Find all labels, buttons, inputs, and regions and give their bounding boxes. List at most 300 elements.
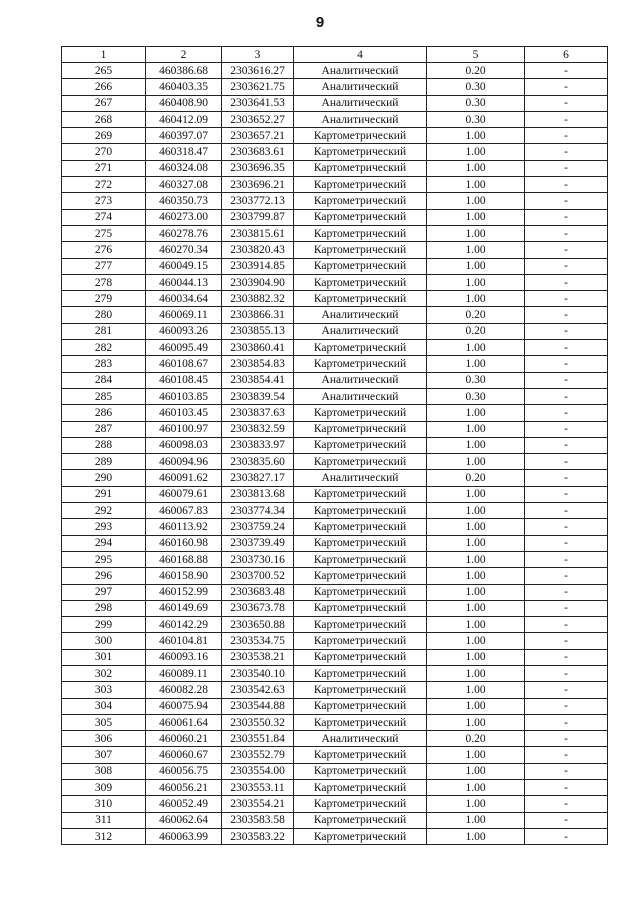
note-cell: - bbox=[525, 747, 608, 763]
note-cell: - bbox=[525, 617, 608, 633]
table-row bbox=[62, 193, 608, 209]
accuracy-cell: 1.00 bbox=[427, 242, 525, 258]
header-cell: 3 bbox=[222, 47, 294, 63]
y-coordinate-cell: 2303772.13 bbox=[222, 193, 294, 209]
y-coordinate-cell: 2303860.41 bbox=[222, 340, 294, 356]
accuracy-cell: 1.00 bbox=[427, 209, 525, 225]
method-cell: Аналитический bbox=[294, 95, 427, 111]
note-cell: - bbox=[525, 600, 608, 616]
accuracy-cell: 1.00 bbox=[427, 128, 525, 144]
point-number-cell: 305 bbox=[62, 714, 146, 730]
note-cell: - bbox=[525, 79, 608, 95]
point-number-cell: 290 bbox=[62, 470, 146, 486]
x-coordinate-cell: 460408.90 bbox=[146, 95, 222, 111]
note-cell: - bbox=[525, 291, 608, 307]
accuracy-cell: 1.00 bbox=[427, 225, 525, 241]
x-coordinate-cell: 460103.45 bbox=[146, 405, 222, 421]
point-number-cell: 299 bbox=[62, 617, 146, 633]
y-coordinate-cell: 2303866.31 bbox=[222, 307, 294, 323]
x-coordinate-cell: 460091.62 bbox=[146, 470, 222, 486]
y-coordinate-cell: 2303833.97 bbox=[222, 437, 294, 453]
method-cell: Картометрический bbox=[294, 568, 427, 584]
method-cell: Картометрический bbox=[294, 291, 427, 307]
method-cell: Картометрический bbox=[294, 177, 427, 193]
x-coordinate-cell: 460095.49 bbox=[146, 340, 222, 356]
y-coordinate-cell: 2303683.48 bbox=[222, 584, 294, 600]
y-coordinate-cell: 2303696.21 bbox=[222, 177, 294, 193]
accuracy-cell: 1.00 bbox=[427, 193, 525, 209]
y-coordinate-cell: 2303854.41 bbox=[222, 372, 294, 388]
x-coordinate-cell: 460093.16 bbox=[146, 649, 222, 665]
point-number-cell: 307 bbox=[62, 747, 146, 763]
y-coordinate-cell: 2303835.60 bbox=[222, 454, 294, 470]
method-cell: Картометрический bbox=[294, 340, 427, 356]
accuracy-cell: 1.00 bbox=[427, 763, 525, 779]
accuracy-cell: 1.00 bbox=[427, 356, 525, 372]
x-coordinate-cell: 460149.69 bbox=[146, 600, 222, 616]
accuracy-cell: 1.00 bbox=[427, 780, 525, 796]
accuracy-cell: 1.00 bbox=[427, 649, 525, 665]
y-coordinate-cell: 2303882.32 bbox=[222, 291, 294, 307]
table-row bbox=[62, 111, 608, 127]
method-cell: Картометрический bbox=[294, 551, 427, 567]
table-row bbox=[62, 682, 608, 698]
point-number-cell: 266 bbox=[62, 79, 146, 95]
note-cell: - bbox=[525, 209, 608, 225]
note-cell: - bbox=[525, 470, 608, 486]
header-cell: 1 bbox=[62, 47, 146, 63]
accuracy-cell: 1.00 bbox=[427, 274, 525, 290]
x-coordinate-cell: 460100.97 bbox=[146, 421, 222, 437]
point-number-cell: 303 bbox=[62, 682, 146, 698]
method-cell: Картометрический bbox=[294, 437, 427, 453]
note-cell: - bbox=[525, 812, 608, 828]
point-number-cell: 270 bbox=[62, 144, 146, 160]
note-cell: - bbox=[525, 63, 608, 79]
method-cell: Аналитический bbox=[294, 79, 427, 95]
table-row bbox=[62, 600, 608, 616]
table-row bbox=[62, 470, 608, 486]
method-cell: Картометрический bbox=[294, 454, 427, 470]
accuracy-cell: 1.00 bbox=[427, 812, 525, 828]
point-number-cell: 288 bbox=[62, 437, 146, 453]
note-cell: - bbox=[525, 584, 608, 600]
note-cell: - bbox=[525, 503, 608, 519]
y-coordinate-cell: 2303813.68 bbox=[222, 486, 294, 502]
note-cell: - bbox=[525, 323, 608, 339]
y-coordinate-cell: 2303616.27 bbox=[222, 63, 294, 79]
x-coordinate-cell: 460160.98 bbox=[146, 535, 222, 551]
point-number-cell: 269 bbox=[62, 128, 146, 144]
point-number-cell: 292 bbox=[62, 503, 146, 519]
point-number-cell: 296 bbox=[62, 568, 146, 584]
y-coordinate-cell: 2303538.21 bbox=[222, 649, 294, 665]
table-row bbox=[62, 177, 608, 193]
table-row bbox=[62, 584, 608, 600]
note-cell: - bbox=[525, 405, 608, 421]
table-row bbox=[62, 486, 608, 502]
method-cell: Аналитический bbox=[294, 63, 427, 79]
method-cell: Картометрический bbox=[294, 698, 427, 714]
table-row bbox=[62, 551, 608, 567]
accuracy-cell: 1.00 bbox=[427, 698, 525, 714]
x-coordinate-cell: 460152.99 bbox=[146, 584, 222, 600]
point-number-cell: 306 bbox=[62, 731, 146, 747]
point-number-cell: 283 bbox=[62, 356, 146, 372]
note-cell: - bbox=[525, 535, 608, 551]
point-number-cell: 302 bbox=[62, 665, 146, 681]
y-coordinate-cell: 2303657.21 bbox=[222, 128, 294, 144]
accuracy-cell: 1.00 bbox=[427, 519, 525, 535]
header-cell: 6 bbox=[525, 47, 608, 63]
y-coordinate-cell: 2303832.59 bbox=[222, 421, 294, 437]
x-coordinate-cell: 460103.85 bbox=[146, 388, 222, 404]
y-coordinate-cell: 2303854.83 bbox=[222, 356, 294, 372]
accuracy-cell: 1.00 bbox=[427, 665, 525, 681]
table-row bbox=[62, 535, 608, 551]
accuracy-cell: 1.00 bbox=[427, 437, 525, 453]
table-row bbox=[62, 763, 608, 779]
accuracy-cell: 0.20 bbox=[427, 307, 525, 323]
y-coordinate-cell: 2303839.54 bbox=[222, 388, 294, 404]
table-row bbox=[62, 128, 608, 144]
method-cell: Картометрический bbox=[294, 128, 427, 144]
accuracy-cell: 1.00 bbox=[427, 617, 525, 633]
point-number-cell: 276 bbox=[62, 242, 146, 258]
y-coordinate-cell: 2303815.61 bbox=[222, 225, 294, 241]
point-number-cell: 311 bbox=[62, 812, 146, 828]
accuracy-cell: 1.00 bbox=[427, 828, 525, 844]
table-row bbox=[62, 828, 608, 844]
y-coordinate-cell: 2303774.34 bbox=[222, 503, 294, 519]
x-coordinate-cell: 460108.67 bbox=[146, 356, 222, 372]
x-coordinate-cell: 460318.47 bbox=[146, 144, 222, 160]
x-coordinate-cell: 460082.28 bbox=[146, 682, 222, 698]
table-row bbox=[62, 63, 608, 79]
note-cell: - bbox=[525, 763, 608, 779]
x-coordinate-cell: 460062.64 bbox=[146, 812, 222, 828]
x-coordinate-cell: 460158.90 bbox=[146, 568, 222, 584]
x-coordinate-cell: 460044.13 bbox=[146, 274, 222, 290]
y-coordinate-cell: 2303696.35 bbox=[222, 160, 294, 176]
accuracy-cell: 1.00 bbox=[427, 535, 525, 551]
point-number-cell: 304 bbox=[62, 698, 146, 714]
point-number-cell: 295 bbox=[62, 551, 146, 567]
point-number-cell: 297 bbox=[62, 584, 146, 600]
point-number-cell: 308 bbox=[62, 763, 146, 779]
note-cell: - bbox=[525, 307, 608, 323]
method-cell: Картометрический bbox=[294, 144, 427, 160]
y-coordinate-cell: 2303683.61 bbox=[222, 144, 294, 160]
x-coordinate-cell: 460386.68 bbox=[146, 63, 222, 79]
accuracy-cell: 1.00 bbox=[427, 682, 525, 698]
note-cell: - bbox=[525, 828, 608, 844]
method-cell: Аналитический bbox=[294, 307, 427, 323]
table-row bbox=[62, 160, 608, 176]
method-cell: Картометрический bbox=[294, 763, 427, 779]
x-coordinate-cell: 460270.34 bbox=[146, 242, 222, 258]
coordinates-table bbox=[61, 46, 608, 845]
table-row bbox=[62, 388, 608, 404]
y-coordinate-cell: 2303730.16 bbox=[222, 551, 294, 567]
accuracy-cell: 0.30 bbox=[427, 79, 525, 95]
table-row bbox=[62, 731, 608, 747]
point-number-cell: 279 bbox=[62, 291, 146, 307]
table-row bbox=[62, 812, 608, 828]
table-row bbox=[62, 356, 608, 372]
note-cell: - bbox=[525, 633, 608, 649]
x-coordinate-cell: 460098.03 bbox=[146, 437, 222, 453]
table-row bbox=[62, 780, 608, 796]
x-coordinate-cell: 460113.92 bbox=[146, 519, 222, 535]
accuracy-cell: 1.00 bbox=[427, 584, 525, 600]
note-cell: - bbox=[525, 258, 608, 274]
accuracy-cell: 0.30 bbox=[427, 111, 525, 127]
note-cell: - bbox=[525, 421, 608, 437]
accuracy-cell: 0.20 bbox=[427, 63, 525, 79]
header-cell: 2 bbox=[146, 47, 222, 63]
accuracy-cell: 1.00 bbox=[427, 258, 525, 274]
point-number-cell: 267 bbox=[62, 95, 146, 111]
point-number-cell: 280 bbox=[62, 307, 146, 323]
y-coordinate-cell: 2303837.63 bbox=[222, 405, 294, 421]
note-cell: - bbox=[525, 698, 608, 714]
point-number-cell: 291 bbox=[62, 486, 146, 502]
method-cell: Картометрический bbox=[294, 258, 427, 274]
method-cell: Картометрический bbox=[294, 796, 427, 812]
method-cell: Картометрический bbox=[294, 160, 427, 176]
x-coordinate-cell: 460397.07 bbox=[146, 128, 222, 144]
y-coordinate-cell: 2303904.90 bbox=[222, 274, 294, 290]
y-coordinate-cell: 2303534.75 bbox=[222, 633, 294, 649]
y-coordinate-cell: 2303554.00 bbox=[222, 763, 294, 779]
table-row bbox=[62, 258, 608, 274]
point-number-cell: 289 bbox=[62, 454, 146, 470]
accuracy-cell: 1.00 bbox=[427, 454, 525, 470]
method-cell: Картометрический bbox=[294, 665, 427, 681]
table-row bbox=[62, 437, 608, 453]
x-coordinate-cell: 460412.09 bbox=[146, 111, 222, 127]
note-cell: - bbox=[525, 665, 608, 681]
method-cell: Аналитический bbox=[294, 470, 427, 486]
y-coordinate-cell: 2303553.11 bbox=[222, 780, 294, 796]
note-cell: - bbox=[525, 144, 608, 160]
y-coordinate-cell: 2303914.85 bbox=[222, 258, 294, 274]
note-cell: - bbox=[525, 177, 608, 193]
method-cell: Картометрический bbox=[294, 274, 427, 290]
note-cell: - bbox=[525, 111, 608, 127]
note-cell: - bbox=[525, 796, 608, 812]
x-coordinate-cell: 460273.00 bbox=[146, 209, 222, 225]
y-coordinate-cell: 2303550.32 bbox=[222, 714, 294, 730]
method-cell: Картометрический bbox=[294, 535, 427, 551]
method-cell: Картометрический bbox=[294, 714, 427, 730]
method-cell: Картометрический bbox=[294, 486, 427, 502]
y-coordinate-cell: 2303700.52 bbox=[222, 568, 294, 584]
y-coordinate-cell: 2303542.63 bbox=[222, 682, 294, 698]
note-cell: - bbox=[525, 388, 608, 404]
method-cell: Картометрический bbox=[294, 584, 427, 600]
table-row bbox=[62, 405, 608, 421]
point-number-cell: 272 bbox=[62, 177, 146, 193]
point-number-cell: 293 bbox=[62, 519, 146, 535]
table-row bbox=[62, 242, 608, 258]
x-coordinate-cell: 460079.61 bbox=[146, 486, 222, 502]
note-cell: - bbox=[525, 128, 608, 144]
point-number-cell: 300 bbox=[62, 633, 146, 649]
table-row bbox=[62, 796, 608, 812]
table-row bbox=[62, 454, 608, 470]
y-coordinate-cell: 2303552.79 bbox=[222, 747, 294, 763]
accuracy-cell: 1.00 bbox=[427, 568, 525, 584]
note-cell: - bbox=[525, 682, 608, 698]
accuracy-cell: 0.20 bbox=[427, 323, 525, 339]
method-cell: Аналитический bbox=[294, 731, 427, 747]
method-cell: Картометрический bbox=[294, 780, 427, 796]
x-coordinate-cell: 460094.96 bbox=[146, 454, 222, 470]
x-coordinate-cell: 460327.08 bbox=[146, 177, 222, 193]
method-cell: Картометрический bbox=[294, 225, 427, 241]
table-row bbox=[62, 568, 608, 584]
table-row bbox=[62, 747, 608, 763]
page-number: 9 bbox=[315, 14, 325, 31]
y-coordinate-cell: 2303739.49 bbox=[222, 535, 294, 551]
y-coordinate-cell: 2303855.13 bbox=[222, 323, 294, 339]
table-row bbox=[62, 519, 608, 535]
accuracy-cell: 1.00 bbox=[427, 796, 525, 812]
table-row bbox=[62, 649, 608, 665]
note-cell: - bbox=[525, 437, 608, 453]
note-cell: - bbox=[525, 193, 608, 209]
y-coordinate-cell: 2303544.88 bbox=[222, 698, 294, 714]
method-cell: Картометрический bbox=[294, 747, 427, 763]
x-coordinate-cell: 460034.64 bbox=[146, 291, 222, 307]
note-cell: - bbox=[525, 714, 608, 730]
table-row bbox=[62, 633, 608, 649]
method-cell: Аналитический bbox=[294, 323, 427, 339]
note-cell: - bbox=[525, 95, 608, 111]
method-cell: Картометрический bbox=[294, 421, 427, 437]
table-row bbox=[62, 225, 608, 241]
accuracy-cell: 1.00 bbox=[427, 714, 525, 730]
point-number-cell: 298 bbox=[62, 600, 146, 616]
accuracy-cell: 1.00 bbox=[427, 600, 525, 616]
point-number-cell: 301 bbox=[62, 649, 146, 665]
method-cell: Аналитический bbox=[294, 111, 427, 127]
x-coordinate-cell: 460060.21 bbox=[146, 731, 222, 747]
method-cell: Картометрический bbox=[294, 209, 427, 225]
accuracy-cell: 0.20 bbox=[427, 470, 525, 486]
table-row bbox=[62, 503, 608, 519]
table-row bbox=[62, 307, 608, 323]
x-coordinate-cell: 460104.81 bbox=[146, 633, 222, 649]
method-cell: Картометрический bbox=[294, 682, 427, 698]
x-coordinate-cell: 460052.49 bbox=[146, 796, 222, 812]
y-coordinate-cell: 2303650.88 bbox=[222, 617, 294, 633]
x-coordinate-cell: 460049.15 bbox=[146, 258, 222, 274]
x-coordinate-cell: 460063.99 bbox=[146, 828, 222, 844]
table-row bbox=[62, 291, 608, 307]
point-number-cell: 284 bbox=[62, 372, 146, 388]
y-coordinate-cell: 2303652.27 bbox=[222, 111, 294, 127]
accuracy-cell: 1.00 bbox=[427, 421, 525, 437]
point-number-cell: 275 bbox=[62, 225, 146, 241]
x-coordinate-cell: 460093.26 bbox=[146, 323, 222, 339]
x-coordinate-cell: 460069.11 bbox=[146, 307, 222, 323]
x-coordinate-cell: 460056.21 bbox=[146, 780, 222, 796]
point-number-cell: 278 bbox=[62, 274, 146, 290]
table-row bbox=[62, 698, 608, 714]
x-coordinate-cell: 460067.83 bbox=[146, 503, 222, 519]
table-row bbox=[62, 95, 608, 111]
header-cell: 4 bbox=[294, 47, 427, 63]
accuracy-cell: 1.00 bbox=[427, 551, 525, 567]
note-cell: - bbox=[525, 242, 608, 258]
note-cell: - bbox=[525, 356, 608, 372]
point-number-cell: 285 bbox=[62, 388, 146, 404]
accuracy-cell: 1.00 bbox=[427, 747, 525, 763]
point-number-cell: 271 bbox=[62, 160, 146, 176]
y-coordinate-cell: 2303673.78 bbox=[222, 600, 294, 616]
table-header-row bbox=[62, 47, 608, 63]
accuracy-cell: 1.00 bbox=[427, 503, 525, 519]
x-coordinate-cell: 460142.29 bbox=[146, 617, 222, 633]
accuracy-cell: 1.00 bbox=[427, 405, 525, 421]
note-cell: - bbox=[525, 454, 608, 470]
method-cell: Картометрический bbox=[294, 649, 427, 665]
method-cell: Картометрический bbox=[294, 828, 427, 844]
x-coordinate-cell: 460278.76 bbox=[146, 225, 222, 241]
y-coordinate-cell: 2303827.17 bbox=[222, 470, 294, 486]
table-row bbox=[62, 144, 608, 160]
note-cell: - bbox=[525, 340, 608, 356]
table-row bbox=[62, 79, 608, 95]
y-coordinate-cell: 2303554.21 bbox=[222, 796, 294, 812]
accuracy-cell: 0.30 bbox=[427, 372, 525, 388]
method-cell: Аналитический bbox=[294, 372, 427, 388]
point-number-cell: 287 bbox=[62, 421, 146, 437]
accuracy-cell: 1.00 bbox=[427, 486, 525, 502]
point-number-cell: 294 bbox=[62, 535, 146, 551]
method-cell: Картометрический bbox=[294, 617, 427, 633]
accuracy-cell: 1.00 bbox=[427, 633, 525, 649]
note-cell: - bbox=[525, 731, 608, 747]
note-cell: - bbox=[525, 372, 608, 388]
y-coordinate-cell: 2303641.53 bbox=[222, 95, 294, 111]
point-number-cell: 273 bbox=[62, 193, 146, 209]
table-row bbox=[62, 274, 608, 290]
note-cell: - bbox=[525, 160, 608, 176]
x-coordinate-cell: 460168.88 bbox=[146, 551, 222, 567]
x-coordinate-cell: 460056.75 bbox=[146, 763, 222, 779]
note-cell: - bbox=[525, 225, 608, 241]
accuracy-cell: 1.00 bbox=[427, 340, 525, 356]
point-number-cell: 309 bbox=[62, 780, 146, 796]
x-coordinate-cell: 460324.08 bbox=[146, 160, 222, 176]
method-cell: Картометрический bbox=[294, 405, 427, 421]
x-coordinate-cell: 460350.73 bbox=[146, 193, 222, 209]
note-cell: - bbox=[525, 649, 608, 665]
table-row bbox=[62, 665, 608, 681]
y-coordinate-cell: 2303820.43 bbox=[222, 242, 294, 258]
point-number-cell: 286 bbox=[62, 405, 146, 421]
x-coordinate-cell: 460108.45 bbox=[146, 372, 222, 388]
accuracy-cell: 1.00 bbox=[427, 291, 525, 307]
note-cell: - bbox=[525, 519, 608, 535]
accuracy-cell: 0.30 bbox=[427, 388, 525, 404]
x-coordinate-cell: 460061.64 bbox=[146, 714, 222, 730]
note-cell: - bbox=[525, 486, 608, 502]
